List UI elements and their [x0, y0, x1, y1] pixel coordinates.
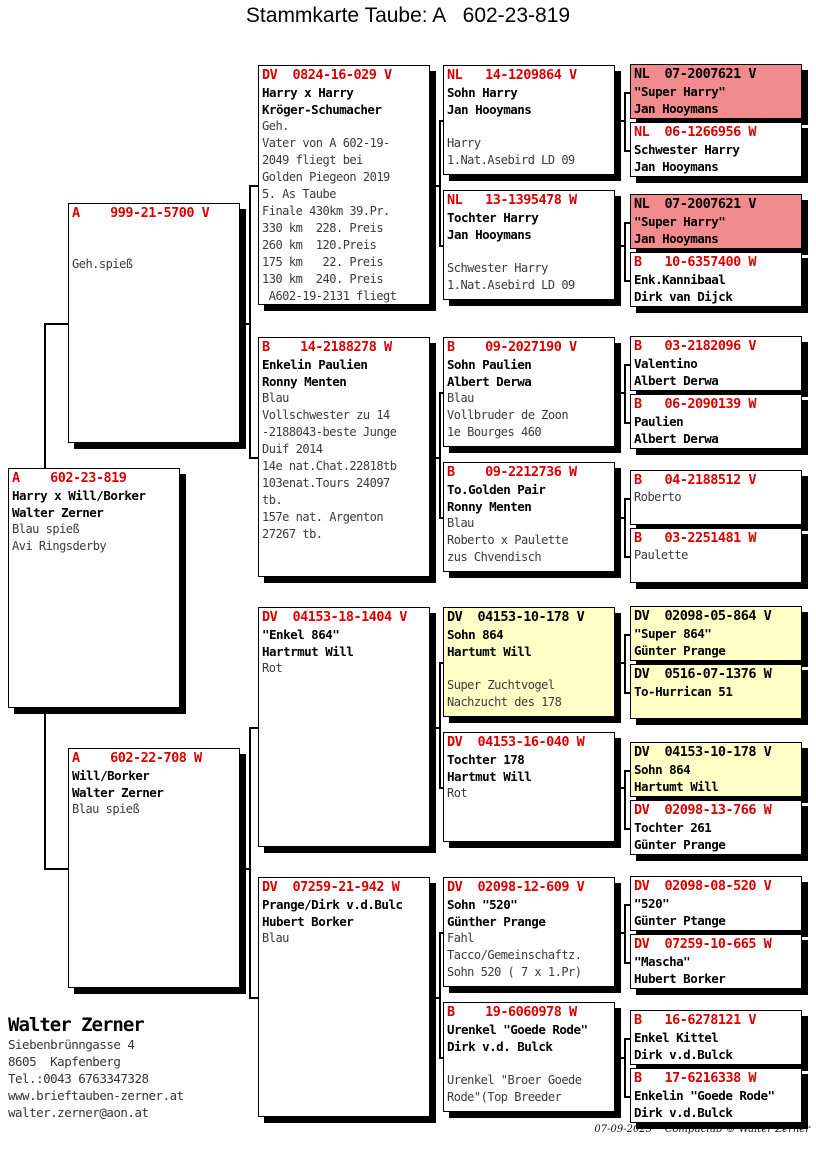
ring-number: A 602-22-708 W — [72, 750, 202, 766]
box-detail-line: 103enat.Tours 24097 — [262, 476, 390, 490]
box-detail-line: 130 km 240. Preis — [262, 272, 384, 286]
breeder-line: Hartumt Will — [634, 779, 719, 794]
ring-number: DV 07259-10-665 W — [634, 936, 772, 952]
pedigree-box-g7a — [630, 876, 802, 931]
pigeon-name: Enkelin "Goede Rode" — [634, 1088, 775, 1103]
pigeon-name: Tochter Harry — [447, 210, 539, 225]
box-detail-line: Rot — [262, 661, 283, 675]
ring-number: DV 04153-18-1404 V — [262, 609, 407, 625]
pigeon-name: Harry x Harry — [262, 85, 354, 100]
box-detail-line: tb. — [262, 493, 283, 507]
pigeon-name: Enk.Kannibaal — [634, 272, 726, 287]
box-detail-line: 14e nat.Chat.22818tb — [262, 459, 397, 473]
connector-line — [615, 932, 624, 934]
breeder-line: Günther Prange — [447, 914, 546, 929]
pedigree-box-g2a — [630, 194, 802, 249]
breeder-line: Hartumt Will — [447, 644, 532, 659]
ring-number: DV 04153-10-178 V — [447, 609, 585, 625]
pigeon-name: Prange/Dirk v.d.Bulc — [262, 897, 403, 912]
breeder-line: Jan Hooymans — [447, 227, 532, 242]
pigeon-name: Valentino — [634, 356, 698, 371]
box-detail-line — [447, 118, 611, 135]
pedigree-box-c2_3 — [258, 607, 430, 847]
ring-number: DV 07259-21-942 W — [262, 879, 400, 895]
breeder-line: Jan Hooymans — [447, 102, 532, 117]
box-detail-line: Fahl — [447, 931, 474, 945]
connector-line — [44, 868, 68, 870]
pedigree-box-c3_1 — [443, 65, 615, 175]
contact-line: walter.zerner@aon.at — [8, 1105, 149, 1120]
ring-number: NL 14-1209864 V — [447, 67, 577, 83]
box-detail-line: Nachzucht des 178 — [447, 695, 562, 709]
pedigree-box-g4b — [630, 528, 802, 583]
connector-line — [249, 185, 251, 457]
pigeon-name: "Super Harry" — [634, 84, 726, 99]
breeder-line: Kröger-Schumacher — [262, 102, 382, 117]
pedigree-box-c2_2 — [258, 337, 430, 577]
breeder-line: Günter Prange — [634, 643, 726, 658]
box-detail-line — [447, 1055, 611, 1072]
box-detail-line: Sohn 520 ( 7 x 1.Pr) — [447, 965, 582, 979]
breeder-line: Albert Derwa — [634, 431, 719, 446]
breeder-line: Hartmut Will — [447, 769, 532, 784]
pigeon-name: Will/Borker — [72, 768, 150, 783]
pigeon-name: To.Golden Pair — [447, 482, 546, 497]
pigeon-name: "Enkel 864" — [262, 627, 340, 642]
box-detail-line: -2188043-beste Junge — [262, 425, 397, 439]
pigeon-name: Sohn "520" — [447, 897, 518, 912]
pedigree-box-g3b — [630, 394, 802, 449]
breeder-name: Walter Zerner — [8, 1014, 144, 1036]
connector-line — [240, 323, 249, 325]
pigeon-name: "Mascha" — [634, 954, 691, 969]
pedigree-box-c3_2 — [443, 190, 615, 300]
connector-line — [249, 185, 258, 187]
pedigree-box-g7b — [630, 934, 802, 989]
connector-line — [615, 787, 624, 789]
box-detail-line: Paulette — [634, 548, 688, 562]
ring-number: B 17-6216338 W — [634, 1070, 757, 1086]
breeder-line: Dirk v.d.Bulck — [634, 1047, 733, 1062]
box-detail-line: 157e nat. Argenton — [262, 510, 384, 524]
pigeon-name: Tochter 261 — [634, 820, 712, 835]
pedigree-box-c2_1 — [258, 65, 430, 305]
box-detail-line: 27267 tb. — [262, 527, 323, 541]
connector-line — [624, 904, 626, 962]
connector-line — [439, 120, 441, 245]
connector-line — [249, 727, 258, 729]
pigeon-name: Enkel Kittel — [634, 1030, 719, 1045]
pigeon-name: Paulien — [634, 414, 684, 429]
box-detail-line: Vater von A 602-19- — [262, 136, 390, 150]
ring-number: A 999-21-5700 V — [72, 205, 210, 221]
box-detail-line: Vollschwester zu 14 — [262, 408, 390, 422]
connector-line — [615, 1057, 624, 1059]
box-detail-line: Blau — [262, 391, 289, 405]
pigeon-name: Enkelin Paulien — [262, 357, 368, 372]
connector-line — [624, 222, 626, 280]
breeder-line: Albert Derwa — [634, 373, 719, 388]
connector-line — [430, 185, 439, 187]
ring-number: NL 13-1395478 W — [447, 192, 577, 208]
box-detail-line: 2049 fliegt bei — [262, 153, 363, 167]
pedigree-box-g6a — [630, 742, 802, 797]
box-detail-line: Blau — [262, 931, 289, 945]
breeder-line: Jan Hooymans — [634, 159, 719, 174]
box-detail-line: Urenkel "Broer Goede — [447, 1073, 582, 1087]
breeder-line: Hartrmut Will — [262, 644, 354, 659]
connector-line — [249, 457, 258, 459]
breeder-line: Albert Derwa — [447, 374, 532, 389]
box-detail-line: Blau spieß — [12, 522, 80, 536]
ring-number: A 602-23-819 — [12, 470, 127, 486]
ring-number: DV 0824-16-029 V — [262, 67, 392, 83]
breeder-line: Ronny Menten — [447, 499, 532, 514]
breeder-line: Hubert Borker — [262, 914, 354, 929]
ring-number: B 10-6357400 W — [634, 254, 757, 270]
connector-line — [430, 457, 439, 459]
box-detail-line: A602-19-2131 fliegt — [262, 289, 397, 303]
box-detail-line: Schwester Harry — [447, 261, 548, 275]
connector-line — [615, 662, 624, 664]
ring-number: DV 0516-07-1376 W — [634, 666, 772, 682]
ring-number: B 03-2182096 V — [634, 338, 757, 354]
box-detail-line: 1.Nat.Asebird LD 09 — [447, 153, 575, 167]
pigeon-name: Sohn Harry — [447, 85, 518, 100]
connector-line — [615, 245, 624, 247]
ring-number: B 09-2212736 W — [447, 464, 577, 480]
pedigree-box-main — [8, 468, 180, 708]
ring-number: NL 06-1266956 W — [634, 124, 757, 140]
breeder-line: Dirk v.d.Bulck — [634, 1105, 733, 1120]
breeder-line: Walter Zerner — [72, 785, 164, 800]
connector-line — [624, 364, 626, 422]
pedigree-box-g1b — [630, 122, 802, 177]
breeder-line — [72, 239, 236, 256]
ring-number: B 19-6060978 W — [447, 1004, 577, 1020]
connector-line — [624, 770, 626, 828]
pigeon-name: To-Hurrican 51 — [634, 684, 733, 699]
box-detail-line: 175 km 22. Preis — [262, 255, 384, 269]
pigeon-name: Sohn 864 — [447, 627, 504, 642]
breeder-line: Jan Hooymans — [634, 231, 719, 246]
breeder-line: Ronny Menten — [262, 374, 347, 389]
box-detail-line: 5. As Taube — [262, 187, 336, 201]
pedigree-box-g5b — [630, 664, 802, 719]
connector-line — [430, 727, 439, 729]
footer-credit: 07-09-2023 Compuclub © Walter Zerner — [594, 1124, 810, 1135]
box-detail-line: Blau — [447, 516, 474, 530]
box-detail-line: 260 km 120.Preis — [262, 238, 377, 252]
pedigree-box-c3_3 — [443, 337, 615, 447]
ring-number: B 14-2188278 W — [262, 339, 392, 355]
connector-line — [624, 92, 626, 150]
ring-number: DV 02098-05-864 V — [634, 608, 772, 624]
box-detail-line: 1.Nat.Asebird LD 09 — [447, 278, 575, 292]
ring-number: B 03-2251481 W — [634, 530, 757, 546]
box-detail-line: Avi Ringsderby — [12, 539, 107, 553]
contact-line: 8605 Kapfenberg — [8, 1054, 121, 1069]
box-detail-line: Vollbruder de Zoon — [447, 408, 569, 422]
box-detail-line — [447, 660, 611, 677]
ring-number: DV 02098-12-609 V — [447, 879, 585, 895]
ring-number: B 06-2090139 W — [634, 396, 757, 412]
connector-line — [439, 662, 441, 787]
pedigree-box-g8b — [630, 1068, 802, 1123]
ring-number: DV 02098-13-766 W — [634, 802, 772, 818]
box-detail-line: Tacco/Gemeinschaftz. — [447, 948, 582, 962]
connector-line — [624, 498, 626, 556]
contact-line: Siebenbrünngasse 4 — [8, 1037, 135, 1052]
pedigree-box-c3_5 — [443, 607, 615, 717]
ring-number: B 09-2027190 V — [447, 339, 577, 355]
pedigree-box-g8a — [630, 1010, 802, 1065]
box-detail-line: Golden Piegeon 2019 — [262, 170, 390, 184]
box-detail-line: 1e Bourges 460 — [447, 425, 542, 439]
pigeon-name: Sohn Paulien — [447, 357, 532, 372]
pedigree-box-c3_6 — [443, 732, 615, 842]
pedigree-box-g5a — [630, 606, 802, 661]
contact-line: Tel.:0043 6763347328 — [8, 1071, 149, 1086]
connector-line — [439, 392, 441, 517]
box-detail-line: Geh.spieß — [72, 257, 133, 271]
pigeon-name: Tochter 178 — [447, 752, 525, 767]
pedigree-box-c2_4 — [258, 877, 430, 1117]
pedigree-box-c3_7 — [443, 877, 615, 987]
pedigree-box-g3a — [630, 336, 802, 391]
box-detail-line: Roberto — [634, 490, 682, 504]
box-detail-line: Super Zuchtvogel — [447, 678, 555, 692]
ring-number: DV 02098-08-520 V — [634, 878, 772, 894]
pedigree-box-g2b — [630, 252, 802, 307]
box-detail-line: Blau spieß — [72, 802, 140, 816]
pigeon-name: "520" — [634, 896, 670, 911]
box-detail-line: Harry — [447, 136, 481, 150]
connector-line — [44, 323, 68, 325]
pedigree-box-mother — [68, 748, 240, 988]
connector-line — [624, 1038, 626, 1096]
breeder-line: Günter Prange — [634, 837, 726, 852]
box-detail-line: Finale 430km 39.Pr. — [262, 204, 390, 218]
connector-line — [615, 392, 624, 394]
pedigree-box-g1a — [630, 64, 802, 119]
ring-number: DV 04153-10-178 V — [634, 744, 772, 760]
connector-line — [249, 997, 258, 999]
pigeon-name: Sohn 864 — [634, 762, 691, 777]
connector-line — [240, 868, 249, 870]
box-detail-line: zus Chvendisch — [447, 550, 542, 564]
pigeon-name: Urenkel "Goede Rode" — [447, 1022, 588, 1037]
connector-line — [615, 517, 624, 519]
breeder-line: Walter Zerner — [12, 505, 104, 520]
pedigree-box-father — [68, 203, 240, 443]
connector-line — [430, 997, 439, 999]
ring-number: NL 07-2007621 V — [634, 196, 757, 212]
pedigree-box-g4a — [630, 470, 802, 525]
connector-line — [439, 932, 441, 1057]
connector-line — [624, 634, 626, 692]
breeder-line: Jan Hooymans — [634, 101, 719, 116]
pigeon-name — [72, 222, 236, 239]
ring-number: B 16-6278121 V — [634, 1012, 757, 1028]
pedigree-box-c3_8 — [443, 1002, 615, 1112]
box-detail-line: Roberto x Paulette — [447, 533, 569, 547]
box-detail-line: Duif 2014 — [262, 442, 323, 456]
pedigree-box-c3_4 — [443, 462, 615, 572]
breeder-contact-block — [8, 1014, 184, 1121]
breeder-line: Dirk v.d. Bulck — [447, 1039, 553, 1054]
breeder-line: Günter Ptange — [634, 913, 726, 928]
pedigree-box-g6b — [630, 800, 802, 855]
ring-number: NL 07-2007621 V — [634, 66, 757, 82]
box-detail-line: Blau — [447, 391, 474, 405]
breeder-line: Dirk van Dijck — [634, 289, 733, 304]
ring-number: B 04-2188512 V — [634, 472, 757, 488]
box-detail-line: Rode"(Top Breeder — [447, 1090, 562, 1104]
box-detail-line: 330 km 228. Preis — [262, 221, 384, 235]
box-detail-line: Rot — [447, 786, 468, 800]
ring-number: DV 04153-16-040 W — [447, 734, 585, 750]
pigeon-name: Harry x Will/Borker — [12, 488, 146, 503]
pigeon-name: Schwester Harry — [634, 142, 740, 157]
contact-line: www.brieftauben-zerner.at — [8, 1088, 184, 1103]
box-detail-line: Geh. — [262, 119, 289, 133]
connector-line — [615, 120, 624, 122]
page-title: Stammkarte Taube: A 602-23-819 — [245, 4, 571, 27]
connector-line — [249, 727, 251, 997]
pigeon-name: "Super 864" — [634, 626, 712, 641]
breeder-line: Hubert Borker — [634, 971, 726, 986]
pigeon-name: "Super Harry" — [634, 214, 726, 229]
box-detail-line — [447, 243, 611, 260]
